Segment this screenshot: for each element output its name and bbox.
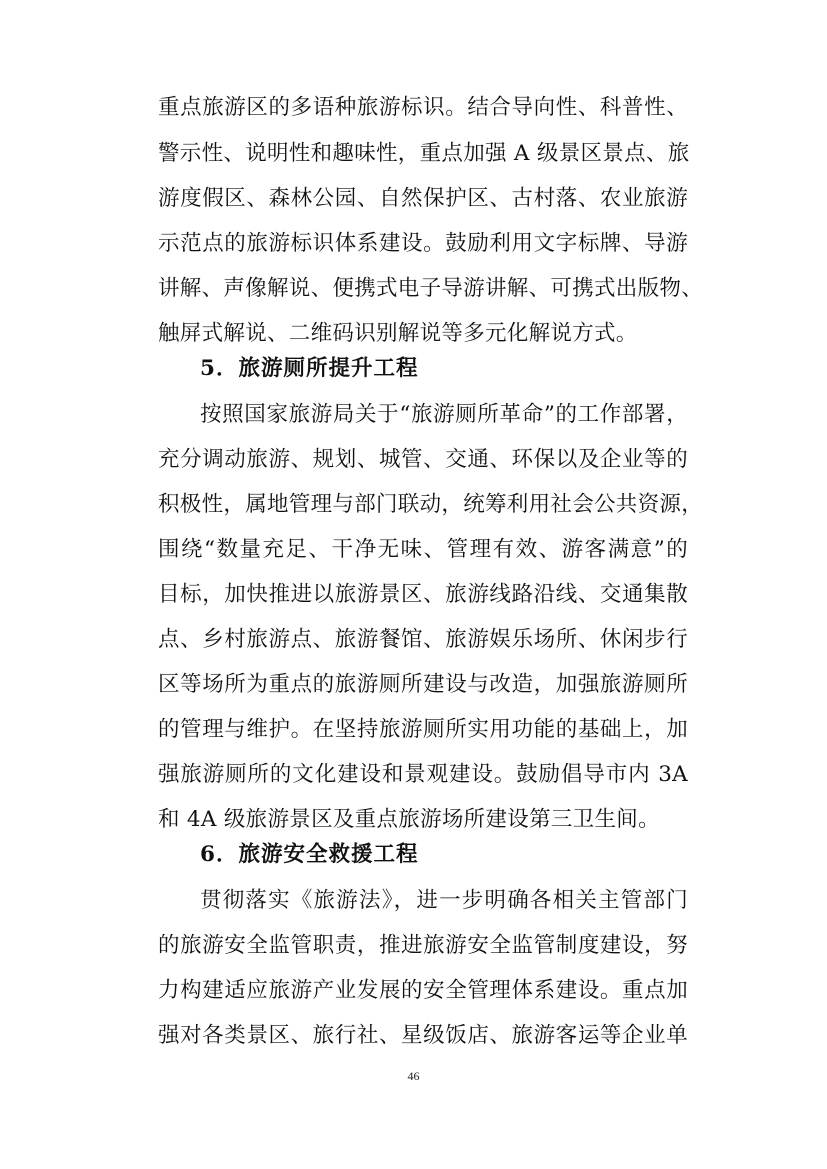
section-heading-5: 5．旅游厕所提升工程 <box>200 356 419 381</box>
paragraph-line: 围绕“数量充足、干净无味、管理有效、游客满意”的 <box>158 537 688 562</box>
paragraph-line: 力构建适应旅游产业发展的安全管理体系建设。重点加 <box>158 978 688 1003</box>
paragraph-line: 的管理与维护。在坚持旅游厕所实用功能的基础上，加 <box>158 717 688 742</box>
paragraph-line: 触屏式解说、二维码识别解说等多元化解说方式。 <box>158 321 638 346</box>
paragraph-line: 点、乡村旅游点、旅游餐馆、旅游娱乐场所、休闲步行 <box>158 627 688 652</box>
paragraph-line: 积极性，属地管理与部门联动，统筹利用社会公共资源， <box>158 492 704 517</box>
paragraph-line: 强对各类景区、旅行社、星级饭店、旅游客运等企业单 <box>158 1023 688 1048</box>
paragraph-line: 充分调动旅游、规划、城管、交通、环保以及企业等的 <box>158 447 688 472</box>
paragraph-line: 目标，加快推进以旅游景区、旅游线路沿线、交通集散 <box>158 582 688 607</box>
paragraph-line: 贯彻落实《旅游法》，进一步明确各相关主管部门 <box>200 888 688 913</box>
section-heading-6: 6．旅游安全救援工程 <box>200 842 419 867</box>
paragraph-line: 重点旅游区的多语种旅游标识。结合导向性、科普性、 <box>158 95 688 120</box>
page-number: 46 <box>407 1069 420 1083</box>
paragraph-line: 按照国家旅游局关于“旅游厕所革命”的工作部署， <box>200 402 688 427</box>
paragraph-line: 区等场所为重点的旅游厕所建设与改造，加强旅游厕所 <box>158 672 688 697</box>
paragraph-line: 示范点的旅游标识体系建设。鼓励利用文字标牌、导游 <box>158 231 688 256</box>
paragraph-line: 游度假区、森林公园、自然保护区、古村落、农业旅游 <box>158 186 688 211</box>
paragraph-line: 和 4A 级旅游景区及重点旅游场所建设第三卫生间。 <box>158 807 660 832</box>
paragraph-line: 讲解、声像解说、便携式电子导游讲解、可携式出版物、 <box>158 276 704 301</box>
paragraph-line: 警示性、说明性和趣味性，重点加强 A 级景区景点、旅 <box>158 141 690 166</box>
paragraph-line: 的旅游安全监管职责，推进旅游安全监管制度建设，努 <box>158 933 688 958</box>
paragraph-line: 强旅游厕所的文化建设和景观建设。鼓励倡导市内 3A <box>158 762 688 787</box>
